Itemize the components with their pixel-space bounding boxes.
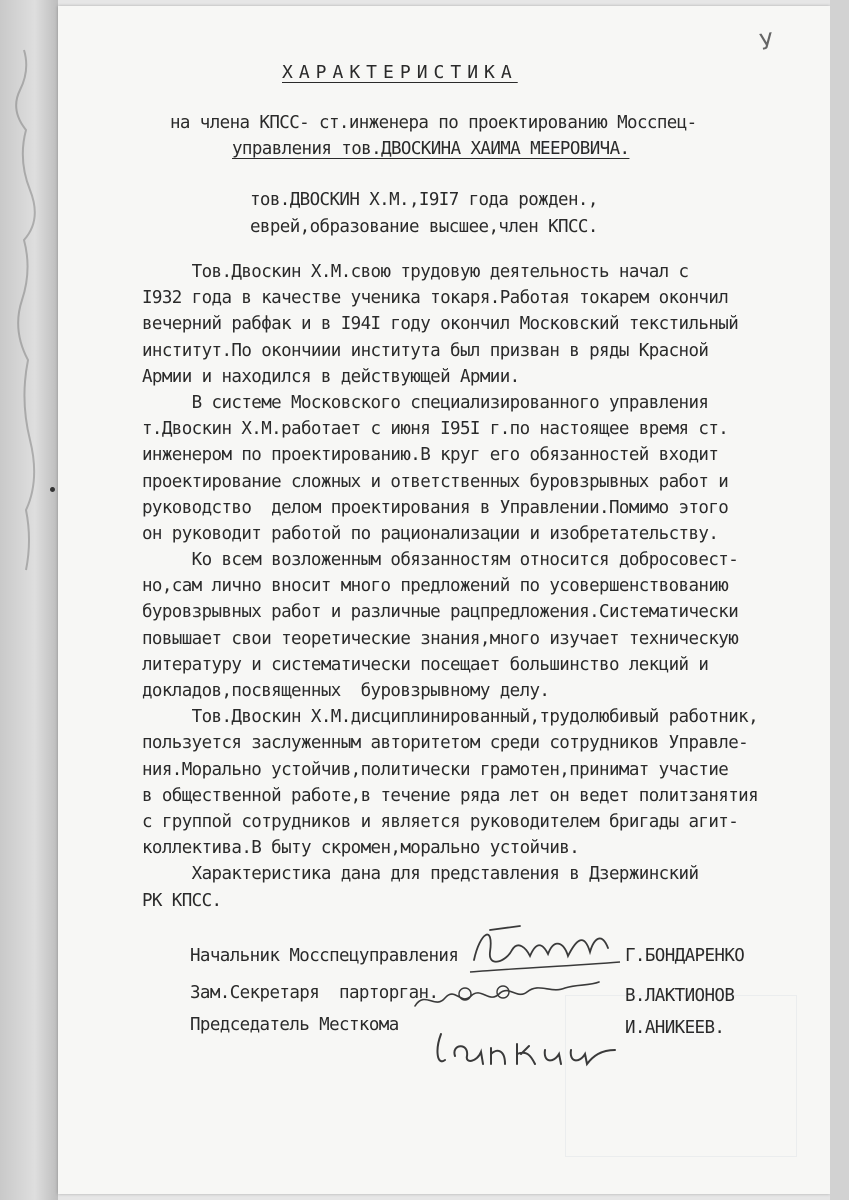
body-line: с группой сотрудников и является руководителем бригады агит-: [142, 811, 739, 832]
signature-name-3: И.АНИКЕЕВ.: [625, 1018, 725, 1038]
body-line: буровзрывных работ и различные рацпредложения.Систематически: [142, 602, 739, 623]
intro-line-2: еврей,образование высшее,член КПСС.: [250, 217, 598, 237]
body-line: ния.Морально устойчив,политически грамотен,принимат участие: [142, 759, 729, 780]
body-line: руководство делом проектирования в Управлении.Помимо этого: [142, 497, 729, 518]
body-line: Тов.Двоскин Х.М.дисциплинированный,трудолюбивый работник,: [142, 707, 759, 728]
subtitle-line-2: управления тов.ДВОСКИНА ХАИМА МЕЕРОВИЧА.: [232, 139, 630, 159]
intro-line-1: тов.ДВОСКИН Х.М.,I9I7 года рожден.,: [250, 190, 598, 210]
body-line: Армии и находился в действующей Армии.: [142, 366, 520, 387]
body-line: но,сам лично вносит много предложений по усовершенствованию: [142, 576, 729, 597]
body-line: докладов,посвященных буровзрывному делу.: [142, 681, 550, 701]
subtitle-line-1: на члена КПСС- ст.инженера по проектированию Мосспец-: [170, 113, 697, 133]
punch-dot: [50, 487, 55, 492]
body-line: инженером по проектированию.В круг его обязанностей входит: [142, 445, 719, 466]
body-line: I932 года в качестве ученика токаря.Работая токарем окончил: [142, 288, 729, 309]
adjacent-page-strip: [0, 0, 58, 1200]
body-line: повышает свои теоретические знания,много изучает техническую: [142, 628, 739, 649]
body-line: коллектива.В быту скромен,морально устойчив.: [142, 838, 580, 859]
signature-role-3: Председатель Месткома: [190, 1015, 399, 1035]
signature-name-2: В.ЛАКТИОНОВ: [625, 986, 735, 1006]
body-line: В системе Московского специализированного управления: [142, 392, 709, 413]
signature-role-1: Начальник Мосспецуправления: [190, 946, 459, 966]
body-line: литературу и систематически посещает большинство лекций и: [142, 654, 709, 675]
signature-name-1: Г.БОНДАРЕНКО: [625, 946, 745, 966]
body-line: РК КПСС.: [142, 890, 222, 911]
body-line: Ко всем возложенным обязанностям относится добросовест-: [142, 550, 739, 571]
faded-stamp: [565, 995, 797, 1157]
body-line: Характеристика дана для представления в Дзержинский: [142, 864, 699, 885]
body-line: вечерний рабфак и в I94I году окончил Московский текстильный: [142, 314, 739, 335]
body-line: т.Двоскин Х.М.работает с июня I95I г.по настоящее время ст.: [142, 419, 729, 440]
body-line: проектирование сложных и ответственных буровзрывных работ и: [142, 471, 729, 492]
document-body: [142, 259, 758, 914]
body-line: в общественной работе,в течение ряда лет он ведет политзанятия: [142, 785, 759, 806]
scan-right-edge: [830, 0, 849, 1200]
bleed-through-handwriting: [4, 40, 44, 600]
signature-role-2: Зам.Секретаря парторган.: [190, 983, 439, 1003]
body-line: институт.По окончиии института был призван в ряды Красной: [142, 340, 709, 361]
corner-handwritten-mark: У: [758, 29, 776, 56]
body-line: Тов.Двоскин Х.М.свою трудовую деятельность начал с: [142, 262, 689, 282]
document-title: ХАРАКТЕРИСТИКА: [282, 62, 518, 83]
body-line: он руководит работой по рационализации и изобретательству.: [142, 523, 719, 544]
body-line: пользуется заслуженным авторитетом среди сотрудников Управле-: [142, 733, 749, 754]
